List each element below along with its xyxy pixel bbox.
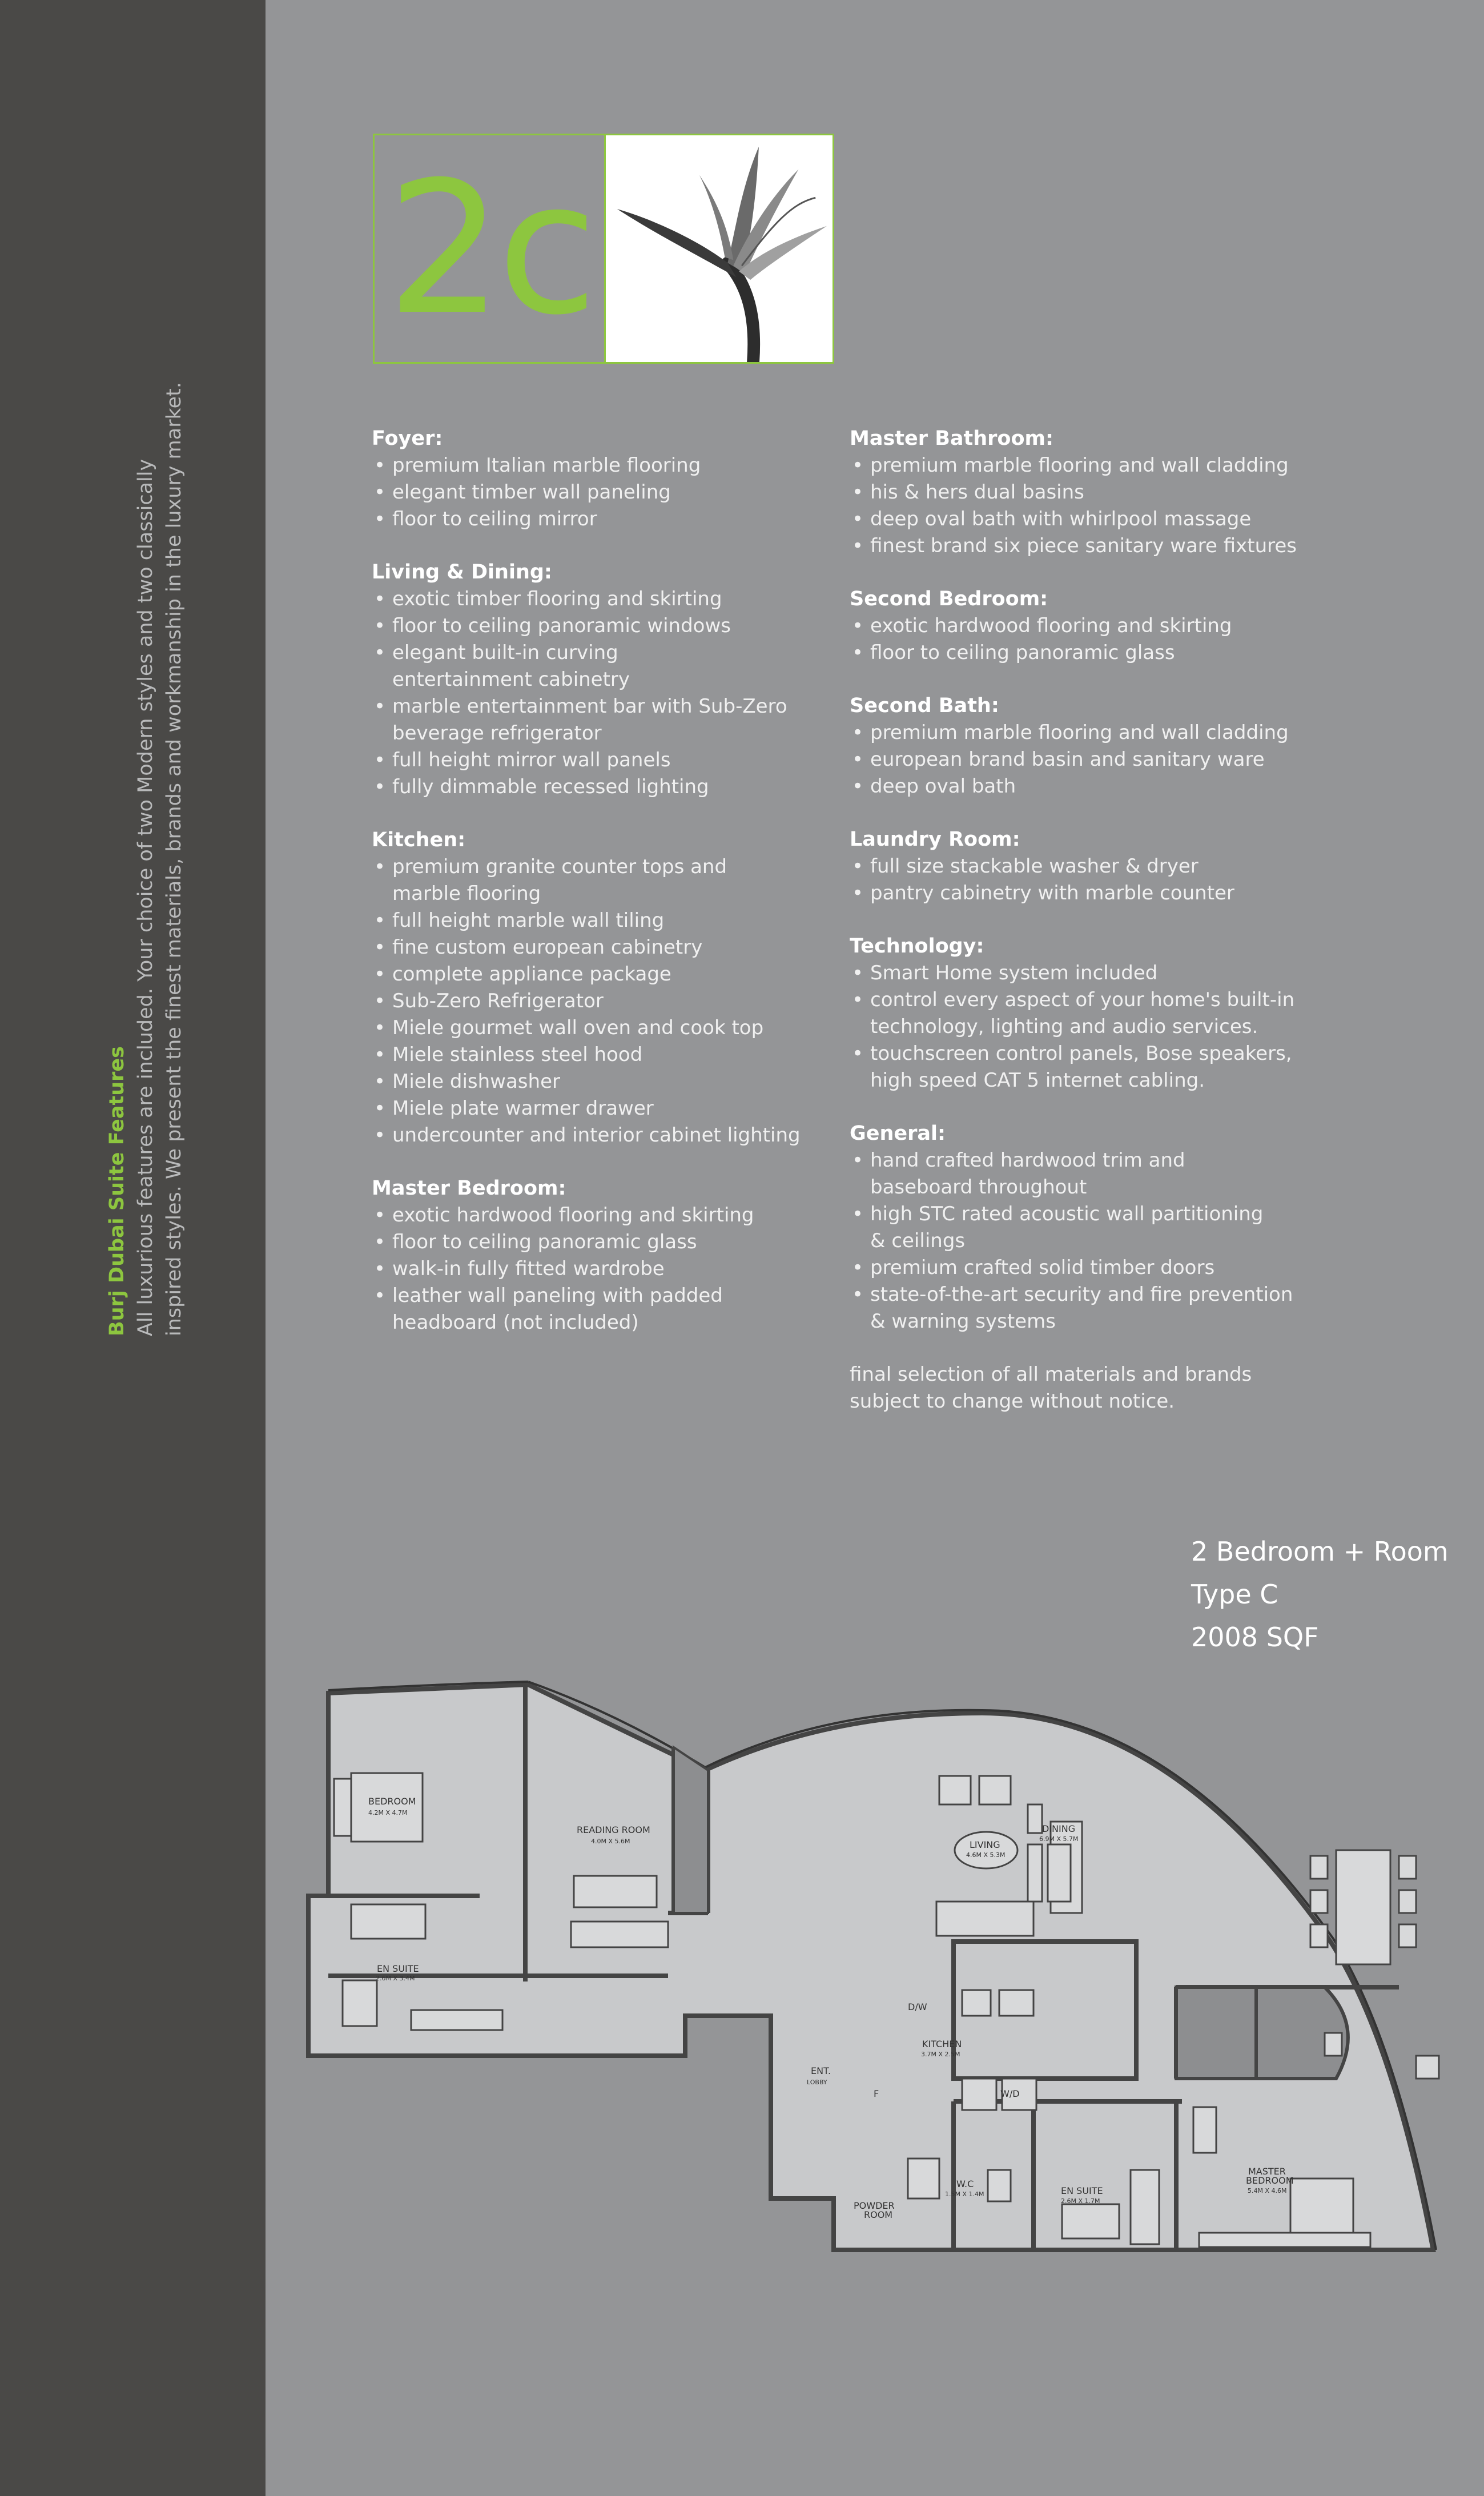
label-living: LIVING <box>970 1839 1000 1850</box>
feature-item: • full size stackable washer & dryer <box>850 853 1318 880</box>
logo-box <box>373 134 834 364</box>
floor-plan-drawing <box>297 1667 1456 2267</box>
dim-dining: 6.9M X 5.7M <box>1039 1835 1079 1843</box>
floor-plan <box>297 1667 1456 2267</box>
feature-section <box>850 425 1318 560</box>
feature-section <box>850 826 1318 907</box>
label-reading-room: READING ROOM <box>577 1824 650 1835</box>
features-left-column <box>372 425 840 1362</box>
feature-list <box>372 1202 840 1336</box>
dim-reading-room: 4.0M X 5.6M <box>591 1838 630 1845</box>
feature-item: • elegant built-in curving <box>372 640 840 666</box>
feature-item: • floor to ceiling panoramic glass <box>372 1229 840 1256</box>
feature-item: • european brand basin and sanitary ware <box>850 746 1318 773</box>
feature-item: • complete appliance package <box>372 961 840 988</box>
feature-item: • full height mirror wall panels <box>372 747 840 774</box>
feature-list <box>850 853 1318 907</box>
label-en-suite-1: EN SUITE <box>377 1963 419 1974</box>
feature-heading: Master Bedroom: <box>372 1177 566 1200</box>
feature-item: • deep oval bath with whirlpool massage <box>850 506 1318 533</box>
feature-list <box>372 452 840 533</box>
feature-section <box>850 933 1318 1094</box>
feature-list <box>850 452 1318 560</box>
feature-list <box>850 720 1318 800</box>
sidebar-line-1: All luxurious features are included. Your choice of two Modern styles and two classically <box>134 459 157 1336</box>
sidebar-line-2: inspired styles. We present the finest materials, brands and workmanship in the luxury market. <box>163 381 186 1336</box>
label-fridge: F <box>874 2088 879 2099</box>
feature-item: baseboard throughout <box>870 1176 1087 1199</box>
feature-item: • pantry cabinetry with marble counter <box>850 880 1318 907</box>
feature-item: • hand crafted hardwood trim and <box>850 1147 1318 1174</box>
feature-item: • Sub-Zero Refrigerator <box>372 988 840 1015</box>
feature-list <box>850 960 1318 1094</box>
feature-item: • deep oval bath <box>850 773 1318 800</box>
feature-item: • floor to ceiling mirror <box>372 506 840 533</box>
feature-section <box>850 586 1318 666</box>
feature-item: • marble entertainment bar with Sub-Zero <box>372 693 840 720</box>
label-ent: ENT. <box>811 2065 831 2076</box>
feature-item: • fine custom european cabinetry <box>372 934 840 961</box>
feature-item: • fully dimmable recessed lighting <box>372 774 840 801</box>
feature-item: • floor to ceiling panoramic windows <box>372 613 840 640</box>
feature-item: • exotic hardwood flooring and skirting <box>850 613 1318 640</box>
disclaimer <box>850 1361 1318 1415</box>
dim-master-bedroom: 5.4M X 4.6M <box>1248 2187 1287 2194</box>
feature-item: • premium granite counter tops and <box>372 854 840 881</box>
feature-item: • walk-in fully fitted wardrobe <box>372 1256 840 1283</box>
feature-item: • his & hers dual basins <box>850 479 1318 506</box>
feature-section <box>850 1120 1318 1335</box>
feature-section <box>850 693 1318 800</box>
label-kitchen: KITCHEN <box>922 2039 962 2049</box>
flower-image <box>606 135 833 362</box>
feature-heading: Second Bath: <box>850 694 999 717</box>
label-wc: W.C <box>956 2179 974 2189</box>
feature-item: • undercounter and interior cabinet lighting <box>372 1122 840 1149</box>
feature-item: technology, lighting and audio services. <box>870 1015 1258 1038</box>
dim-bedroom: 4.2M X 4.7M <box>368 1809 408 1816</box>
feature-item: • exotic timber flooring and skirting <box>372 586 840 613</box>
feature-item: headboard (not included) <box>392 1311 639 1334</box>
feature-item: • finest brand six piece sanitary ware fixtures <box>850 533 1318 560</box>
plan-footprint <box>308 1685 1433 2250</box>
feature-item: • state-of-the-art security and fire prevention <box>850 1281 1318 1308</box>
dim-en-suite-2: 2.6M X 1.7M <box>1061 2197 1100 2205</box>
feature-item: • Miele dishwasher <box>372 1068 840 1095</box>
unit-area: 2008 SQF <box>1191 1622 1319 1653</box>
feature-section <box>372 559 840 801</box>
feature-item: • premium crafted solid timber doors <box>850 1255 1318 1281</box>
unit-layout: 2 Bedroom + Room <box>1191 1536 1449 1567</box>
feature-heading: Master Bathroom: <box>850 427 1053 450</box>
label-master: MASTER <box>1248 2166 1286 2177</box>
label-powder: POWDER <box>854 2200 895 2211</box>
feature-heading: General: <box>850 1122 946 1145</box>
label-en-suite-2: EN SUITE <box>1061 2185 1103 2196</box>
feature-item: • leather wall paneling with padded <box>372 1283 840 1309</box>
feature-list <box>850 613 1318 666</box>
feature-item: • floor to ceiling panoramic glass <box>850 640 1318 666</box>
feature-item: marble flooring <box>392 882 541 905</box>
label-wd: W/D <box>1000 2088 1020 2099</box>
bird-of-paradise-icon <box>606 135 833 362</box>
feature-heading: Living & Dining: <box>372 561 552 584</box>
feature-item: high speed CAT 5 internet cabling. <box>870 1069 1205 1092</box>
disclaimer-line: final selection of all materials and brands <box>850 1363 1252 1386</box>
feature-item: • Miele gourmet wall oven and cook top <box>372 1015 840 1042</box>
label-master-bedroom: BEDROOM <box>1246 2175 1294 2186</box>
label-dw: D/W <box>908 2001 927 2012</box>
feature-item: • premium marble flooring and wall cladding <box>850 720 1318 746</box>
feature-item: • premium Italian marble flooring <box>372 452 840 479</box>
feature-heading: Foyer: <box>372 427 443 450</box>
unit-info <box>1191 1530 1449 1659</box>
feature-item: • full height marble wall tiling <box>372 907 840 934</box>
feature-list <box>372 586 840 801</box>
feature-item: • exotic hardwood flooring and skirting <box>372 1202 840 1229</box>
label-dining: DINING <box>1042 1823 1076 1834</box>
unit-type: Type C <box>1191 1579 1278 1610</box>
unit-code: 2c <box>375 135 606 362</box>
dim-living: 4.6M X 5.3M <box>966 1851 1006 1859</box>
features-right-column <box>850 425 1318 1415</box>
feature-section <box>372 827 840 1149</box>
feature-item: • premium marble flooring and wall cladding <box>850 452 1318 479</box>
feature-item: • touchscreen control panels, Bose speakers, <box>850 1040 1318 1067</box>
feature-list <box>372 854 840 1149</box>
feature-heading: Kitchen: <box>372 829 466 851</box>
feature-item: • control every aspect of your home's built-in <box>850 987 1318 1014</box>
feature-list <box>850 1147 1318 1335</box>
dim-kitchen: 3.7M X 2.5M <box>921 2051 960 2058</box>
feature-section <box>372 425 840 533</box>
feature-item: • high STC rated acoustic wall partitioning <box>850 1201 1318 1228</box>
feature-item: • Smart Home system included <box>850 960 1318 987</box>
sidebar-title: Burj Dubai Suite Features <box>106 1046 128 1336</box>
label-bedroom: BEDROOM <box>368 1796 416 1807</box>
label-lobby: LOBBY <box>807 2079 827 2086</box>
dim-wc: 1.5M X 1.4M <box>945 2190 984 2198</box>
dim-en-suite-1: 2.6M X 3.4M <box>376 1975 415 1982</box>
feature-item: • Miele plate warmer drawer <box>372 1095 840 1122</box>
disclaimer-line: subject to change without notice. <box>850 1390 1175 1413</box>
feature-item: • Miele stainless steel hood <box>372 1042 840 1068</box>
feature-item: & warning systems <box>870 1310 1056 1333</box>
feature-heading: Laundry Room: <box>850 828 1020 851</box>
sidebar <box>0 0 266 2496</box>
label-powder-room: ROOM <box>864 2209 893 2220</box>
feature-item: entertainment cabinetry <box>392 668 630 691</box>
feature-item: beverage refrigerator <box>392 722 602 745</box>
feature-item: • elegant timber wall paneling <box>372 479 840 506</box>
feature-heading: Second Bedroom: <box>850 588 1048 610</box>
feature-item: & ceilings <box>870 1229 966 1252</box>
feature-section <box>372 1175 840 1336</box>
sidebar-features-text <box>103 381 188 1336</box>
feature-heading: Technology: <box>850 935 984 958</box>
